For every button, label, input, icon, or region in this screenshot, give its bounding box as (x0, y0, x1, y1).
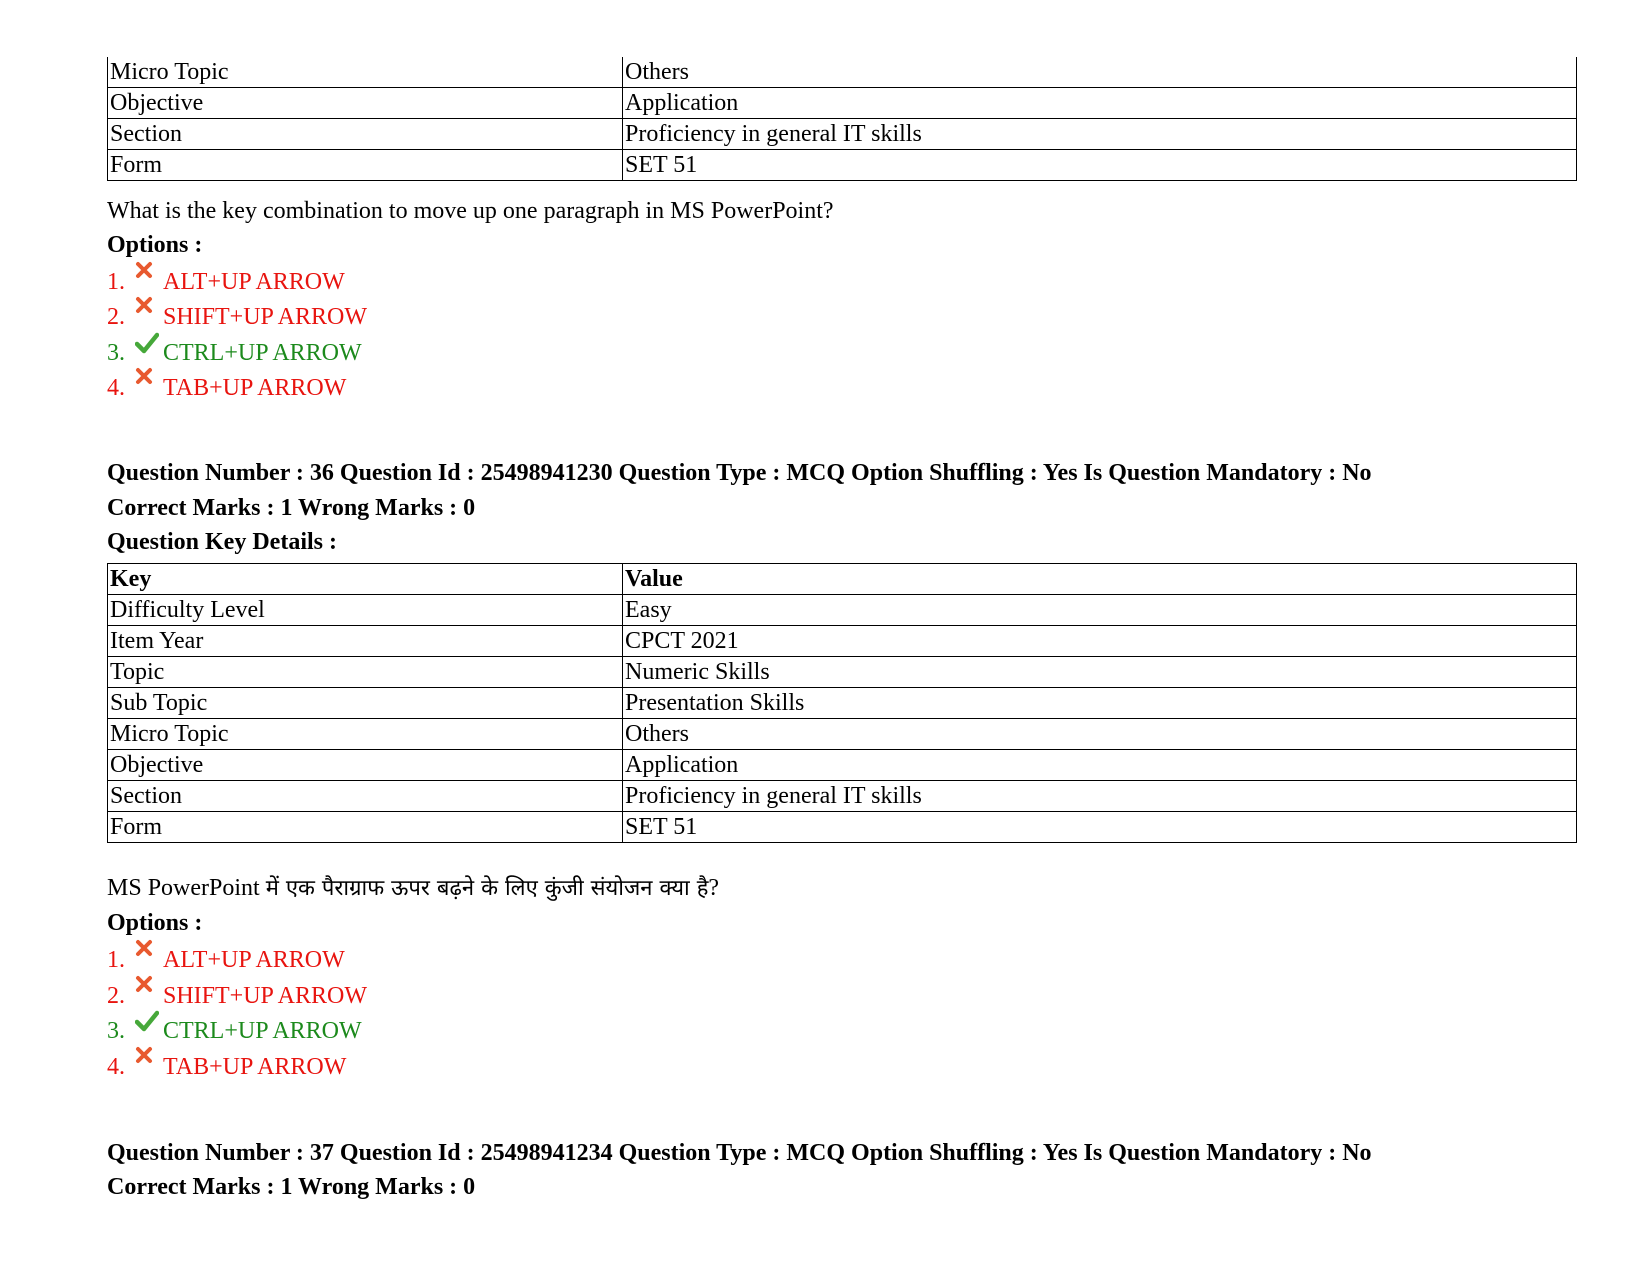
question-header: Question Number : 36 Question Id : 25498941230 Question Type : MCQ Option Shuffling : Yes Is Question Mandatory : No (107, 460, 1372, 486)
option-text: ALT+UP ARROW (163, 947, 345, 973)
table-row (108, 750, 1577, 781)
question-header: Question Number : 37 Question Id : 25498941234 Question Type : MCQ Option Shuffling : Yes Is Question Mandatory : No (107, 1140, 1372, 1166)
table-key-cell: Micro Topic (108, 57, 623, 88)
table-value-cell: Others (623, 57, 1577, 88)
option-number: 2. (107, 983, 125, 1009)
table-value-cell: Presentation Skills (623, 688, 1577, 719)
table-key-cell: Section (108, 781, 623, 812)
option-number: 3. (107, 1018, 125, 1044)
table-row (108, 88, 1577, 119)
table-key-cell: Item Year (108, 626, 623, 657)
option-1 (107, 267, 345, 297)
table-value-cell: SET 51 (623, 150, 1577, 181)
table-value-cell: Application (623, 750, 1577, 781)
option-number: 3. (107, 340, 125, 366)
option-number: 4. (107, 1054, 125, 1080)
option-4 (107, 373, 346, 403)
table-key-cell: Form (108, 150, 623, 181)
question-text: What is the key combination to move up one paragraph in MS PowerPoint? (107, 198, 834, 224)
table-row (108, 719, 1577, 750)
check-icon (133, 1010, 163, 1034)
table-row (108, 657, 1577, 688)
table-key-cell: Form (108, 812, 623, 843)
question-key-table-35 (107, 57, 1577, 181)
cross-icon (133, 261, 163, 285)
question-key-table-36 (107, 563, 1577, 843)
table-key-cell: Topic (108, 657, 623, 688)
question-text-hi: में एक पैराग्राफ ऊपर बढ़ने के लिए कुंजी संयोजन क्या है (265, 876, 709, 901)
cross-icon (133, 1046, 163, 1070)
table-key-cell: Objective (108, 88, 623, 119)
table-value-cell: SET 51 (623, 812, 1577, 843)
check-icon (133, 332, 163, 356)
option-text: SHIFT+UP ARROW (163, 983, 368, 1009)
option-4 (107, 1052, 346, 1082)
table-header-row (108, 564, 1577, 595)
option-number: 4. (107, 375, 125, 401)
options-label: Options : (107, 232, 203, 258)
option-3 (107, 338, 362, 368)
cross-icon (133, 939, 163, 963)
table-key-cell: Sub Topic (108, 688, 623, 719)
table-row (108, 119, 1577, 150)
key-details-label: Question Key Details : (107, 529, 337, 555)
table-row (108, 150, 1577, 181)
table-value-cell: Application (623, 88, 1577, 119)
cross-icon (133, 367, 163, 391)
option-text: TAB+UP ARROW (163, 1054, 347, 1080)
options-label: Options : (107, 910, 203, 936)
table-value-cell: Numeric Skills (623, 657, 1577, 688)
option-text: ALT+UP ARROW (163, 269, 345, 295)
option-number: 1. (107, 269, 125, 295)
question-text-en: MS PowerPoint (107, 875, 266, 901)
option-number: 2. (107, 304, 125, 330)
table-row (108, 812, 1577, 843)
table-value-cell: CPCT 2021 (623, 626, 1577, 657)
option-2 (107, 302, 367, 332)
option-2 (107, 981, 367, 1011)
cross-icon (133, 296, 163, 320)
table-value-cell: Proficiency in general IT skills (623, 781, 1577, 812)
option-text: SHIFT+UP ARROW (163, 304, 368, 330)
question-text-hindi (107, 873, 719, 904)
table-row (108, 57, 1577, 88)
table-value-cell: Proficiency in general IT skills (623, 119, 1577, 150)
table-key-cell: Difficulty Level (108, 595, 623, 626)
table-value-cell: Easy (623, 595, 1577, 626)
option-text: TAB+UP ARROW (163, 375, 347, 401)
table-key-cell: Micro Topic (108, 719, 623, 750)
table-value-cell: Others (623, 719, 1577, 750)
table-row (108, 688, 1577, 719)
table-row (108, 626, 1577, 657)
question-marks: Correct Marks : 1 Wrong Marks : 0 (107, 1174, 476, 1200)
cross-icon (133, 975, 163, 999)
table-header-key: Key (108, 564, 623, 595)
question-text-end: ? (708, 875, 720, 901)
option-3 (107, 1016, 362, 1046)
option-text: CTRL+UP ARROW (163, 1018, 362, 1044)
table-key-cell: Section (108, 119, 623, 150)
option-number: 1. (107, 947, 125, 973)
question-marks: Correct Marks : 1 Wrong Marks : 0 (107, 495, 476, 521)
table-header-value: Value (623, 564, 1577, 595)
option-text: CTRL+UP ARROW (163, 340, 362, 366)
table-key-cell: Objective (108, 750, 623, 781)
table-row (108, 595, 1577, 626)
table-row (108, 781, 1577, 812)
option-1 (107, 945, 345, 975)
